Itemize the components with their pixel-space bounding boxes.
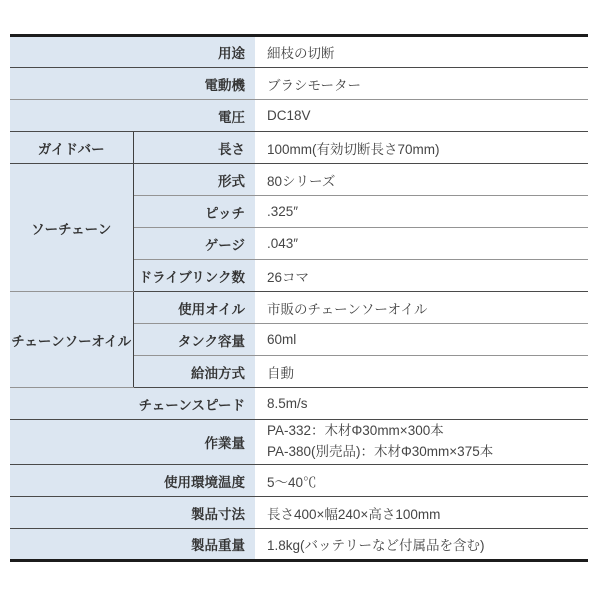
spec-row-oil-type [10, 292, 588, 324]
spec-value-cell: ブラシモーター [255, 68, 588, 100]
spec-value-cell: 長さ400×幅240×高さ100mm [255, 497, 588, 529]
spec-value-cell: 5～40℃ [255, 465, 588, 497]
spec-value-cell: 1.8kg(バッテリーなど付属品を含む) [255, 529, 588, 561]
spec-label-cell: 作業量 [10, 420, 255, 465]
spec-value-cell: 60ml [255, 324, 588, 356]
spec-label-cell: 形式 [133, 164, 255, 196]
spec-row-youto [10, 36, 588, 68]
spec-label-cell: 使用環境温度 [10, 465, 255, 497]
spec-value-cell: 100mm(有効切断長さ70mm) [255, 132, 588, 164]
spec-row-motor [10, 68, 588, 100]
spec-value-cell: 26コマ [255, 260, 588, 292]
spec-value-cell: .043″ [255, 228, 588, 260]
spec-label-cell: 使用オイル [133, 292, 255, 324]
spec-row-chain-speed [10, 388, 588, 420]
spec-label-cell: ゲージ [133, 228, 255, 260]
spec-row-voltage [10, 100, 588, 132]
spec-row-temperature [10, 465, 588, 497]
spec-value-cell: .325″ [255, 196, 588, 228]
spec-value-line: PA-380(別売品)：木材Φ30mm×375本 [267, 444, 494, 459]
spec-label-cell: 製品寸法 [10, 497, 255, 529]
spec-label-cell: 長さ [133, 132, 255, 164]
spec-label-cell: 用途 [10, 36, 255, 68]
group-cell-guide-bar: ガイドバー [10, 132, 133, 164]
spec-label-cell: 製品重量 [10, 529, 255, 561]
spec-table [10, 34, 588, 562]
spec-label-cell: ピッチ [133, 196, 255, 228]
spec-value-cell: 80シリーズ [255, 164, 588, 196]
spec-value-cell: 自動 [255, 356, 588, 388]
spec-row-dimensions [10, 497, 588, 529]
spec-value-cell: 8.5m/s [255, 388, 588, 420]
spec-value-cell [255, 420, 588, 465]
group-cell-chain-oil: チェーンソーオイル [10, 292, 133, 388]
spec-row-guidebar-length [10, 132, 588, 164]
spec-row-chain-type [10, 164, 588, 196]
spec-label-cell: チェーンスピード [10, 388, 255, 420]
spec-label-cell: 給油方式 [133, 356, 255, 388]
spec-row-work-capacity [10, 420, 588, 465]
spec-label-cell: タンク容量 [133, 324, 255, 356]
spec-value-cell: 細枝の切断 [255, 36, 588, 68]
spec-label-cell: ドライブリンク数 [133, 260, 255, 292]
spec-value-line: PA-332：木材Φ30mm×300本 [267, 423, 444, 439]
spec-row-weight [10, 529, 588, 561]
spec-label-cell: 電動機 [10, 68, 255, 100]
spec-value-cell: DC18V [255, 100, 588, 132]
spec-value-cell: 市販のチェーンソーオイル [255, 292, 588, 324]
spec-label-cell: 電圧 [10, 100, 255, 132]
group-cell-saw-chain: ソーチェーン [10, 164, 133, 292]
